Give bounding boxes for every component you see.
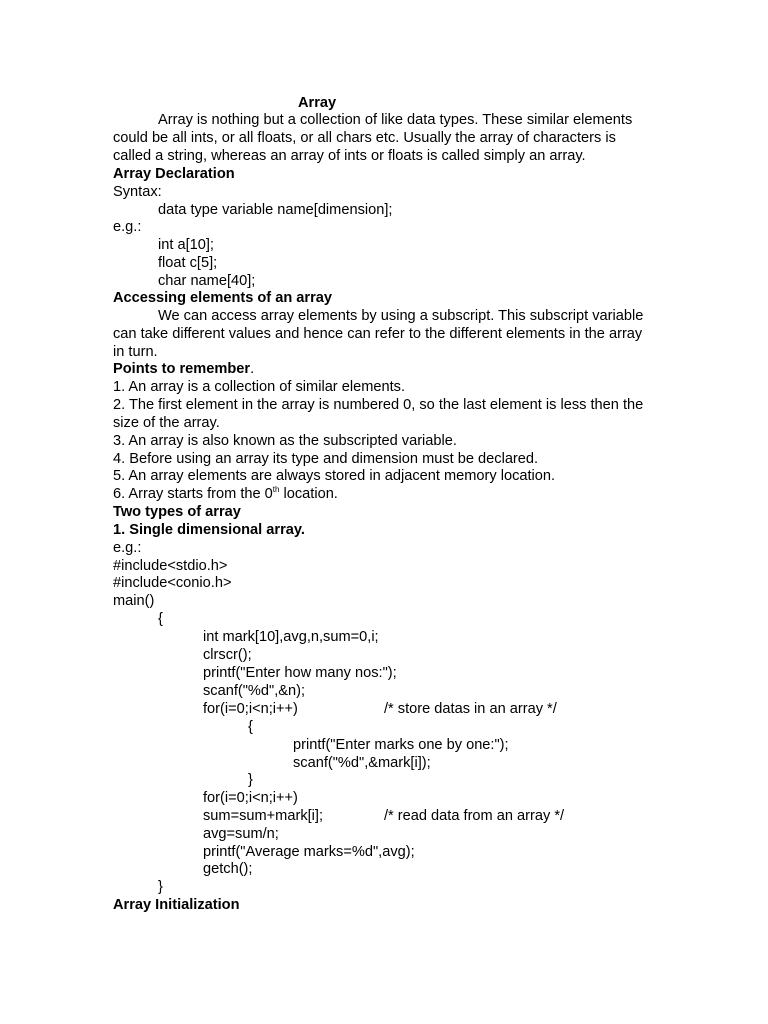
accessing-heading: Accessing elements of an array — [113, 290, 333, 306]
points-heading: Points to remember — [113, 361, 251, 377]
example-line-3: char name[40]; — [158, 273, 256, 289]
code-comment-store: /* store datas in an array */ — [384, 701, 557, 717]
code-printf-count: printf("Enter how many nos:"); — [203, 665, 397, 681]
code-declaration: int mark[10],avg,n,sum=0,i; — [203, 629, 379, 645]
code-comment-read: /* read data from an array */ — [384, 808, 565, 824]
syntax-text: data type variable name[dimension]; — [158, 202, 393, 218]
eg-label-1: e.g.: — [113, 219, 142, 235]
point-7-prefix: 6. Array starts from the 0 — [113, 486, 273, 502]
code-include-conio: #include<conio.h> — [113, 575, 232, 591]
code-getch: getch(); — [203, 861, 253, 877]
example-line-1: int a[10]; — [158, 237, 214, 253]
declaration-heading: Array Declaration — [113, 166, 235, 182]
point-line-1: 1. An array is a collection of similar elements. — [113, 379, 405, 395]
point-line-4: 3. An array is also known as the subscripted variable. — [113, 433, 457, 449]
intro-line-1: Array is nothing but a collection of like data types. These similar elements — [158, 112, 633, 128]
code-close-brace: } — [158, 879, 163, 895]
code-avg: avg=sum/n; — [203, 826, 279, 842]
code-for-store: for(i=0;i<n;i++) — [203, 701, 298, 717]
code-printf-marks: printf("Enter marks one by one:"); — [293, 737, 509, 753]
code-inner-close-brace: } — [248, 772, 253, 788]
accessing-line-2: can take different values and hence can refer to the different elements in the array — [113, 326, 643, 342]
example-line-2: float c[5]; — [158, 255, 218, 271]
code-main: main() — [113, 593, 155, 609]
code-for-read: for(i=0;i<n;i++) — [203, 790, 298, 806]
point-line-2: 2. The first element in the array is numbered 0, so the last element is less then the — [113, 397, 644, 413]
point-line-6: 5. An array elements are always stored in adjacent memory location. — [113, 468, 556, 484]
code-scanf-mark: scanf("%d",&mark[i]); — [293, 755, 431, 771]
points-heading-row — [113, 360, 254, 378]
accessing-line-3: in turn. — [113, 344, 158, 360]
initialization-heading: Array Initialization — [113, 897, 240, 913]
code-include-stdio: #include<stdio.h> — [113, 558, 228, 574]
page-title: Array — [298, 95, 337, 111]
point-line-5: 4. Before using an array its type and dimension must be declared. — [113, 451, 539, 467]
point-line-7 — [113, 485, 338, 503]
code-sum: sum=sum+mark[i]; — [203, 808, 324, 824]
point-line-3: size of the array. — [113, 415, 220, 431]
accessing-line-1: We can access array elements by using a subscript. This subscript variable — [158, 308, 644, 324]
syntax-label: Syntax: — [113, 184, 162, 200]
single-dimensional-heading: 1. Single dimensional array. — [113, 522, 305, 538]
code-open-brace: { — [158, 611, 163, 627]
point-7-suffix: location. — [279, 486, 338, 502]
intro-line-3: called a string, whereas an array of ints or floats is called simply an array. — [113, 148, 586, 164]
code-printf-avg: printf("Average marks=%d",avg); — [203, 844, 415, 860]
types-heading: Two types of array — [113, 504, 241, 520]
intro-line-2: could be all ints, or all floats, or all chars etc. Usually the array of characters is — [113, 130, 616, 146]
point-7-superscript: th — [272, 485, 280, 494]
code-inner-open-brace: { — [248, 719, 253, 735]
code-scanf-n: scanf("%d",&n); — [203, 683, 306, 699]
points-heading-period: . — [250, 361, 255, 377]
code-clrscr: clrscr(); — [203, 647, 252, 663]
eg-label-2: e.g.: — [113, 540, 142, 556]
